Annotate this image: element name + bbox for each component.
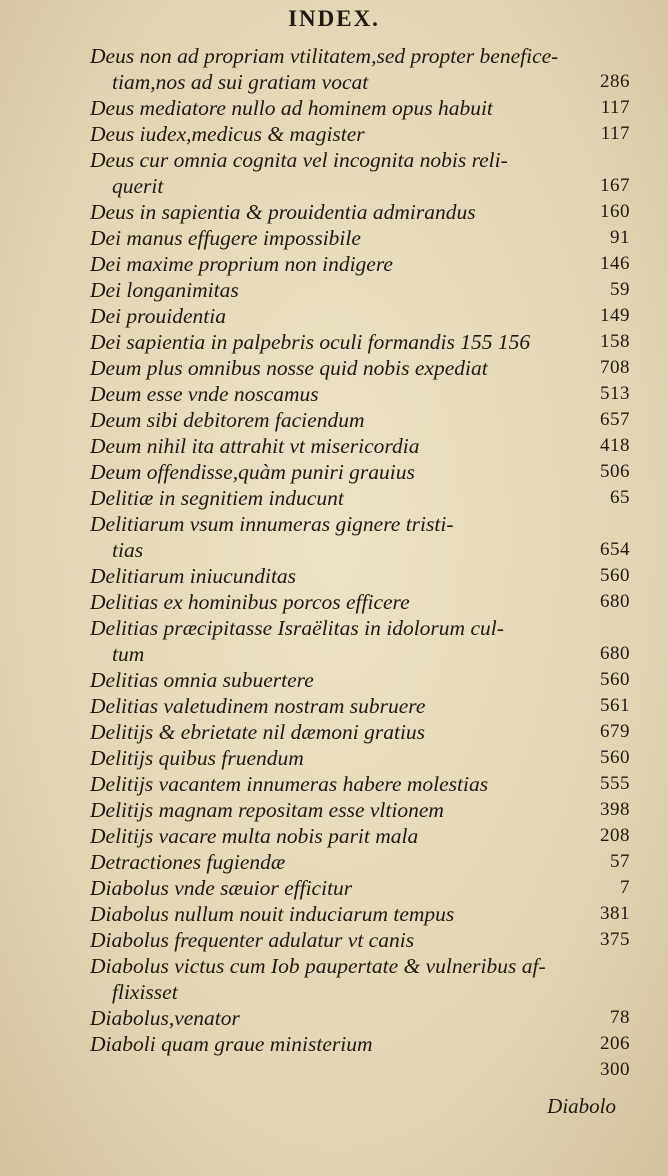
index-entry	[90, 355, 630, 381]
index-entry	[90, 485, 630, 511]
index-entry	[90, 875, 630, 901]
index-entry	[90, 433, 630, 459]
entry-continuation: tiam,nos ad sui gratiam vocat	[112, 70, 369, 94]
index-entry	[90, 667, 630, 693]
entry-text: Dei maxime proprium non indigere	[90, 252, 393, 276]
entry-page-number: 560	[600, 747, 630, 768]
entry-text: Diabolus nullum nouit induciarum tempus	[90, 902, 455, 926]
entry-page-number: 375	[600, 929, 630, 950]
entry-text: Delitijs magnam repositam esse vltionem	[90, 798, 444, 822]
entry-text: Deus in sapientia & prouidentia admirandus	[90, 200, 476, 224]
entry-continuation: tum	[112, 642, 145, 666]
index-entry	[90, 251, 630, 277]
entry-text: Delitias valetudinem nostram subruere	[90, 694, 426, 718]
entry-page-number: 286	[600, 71, 630, 92]
index-entry	[90, 823, 630, 849]
entry-text: Delitijs quibus fruendum	[90, 746, 304, 770]
entry-page-number: 680	[600, 591, 630, 612]
entry-text: Dei manus effugere impossibile	[90, 226, 361, 250]
index-entry	[90, 745, 630, 771]
entry-text: Deum sibi debitorem faciendum	[90, 408, 365, 432]
index-entry	[90, 927, 630, 953]
entry-text: Deus mediatore nullo ad hominem opus habuit	[90, 96, 493, 120]
index-entry	[90, 121, 630, 147]
entry-page-number: 206	[600, 1033, 630, 1054]
index-entry	[90, 303, 630, 329]
entry-page-number: 555	[600, 773, 630, 794]
entry-text: Deum nihil ita attrahit vt misericordia	[90, 434, 420, 458]
index-entry	[90, 1057, 630, 1083]
entry-text: Delitiæ in segnitiem inducunt	[90, 486, 344, 510]
entry-text: Dei longanimitas	[90, 278, 239, 302]
entry-page-number: 160	[600, 201, 630, 222]
entry-page-number: 418	[600, 435, 630, 456]
entry-text: Diabolus vnde sæuior efficitur	[90, 876, 353, 900]
entry-page-number: 513	[600, 383, 630, 404]
index-entry	[90, 199, 630, 225]
entry-text: Delitijs vacare multa nobis parit mala	[90, 824, 419, 848]
entry-page-number: 78	[610, 1007, 630, 1028]
entry-text: Deus non ad propriam vtilitatem,sed propter benefice-	[90, 44, 559, 68]
entry-page-number: 57	[610, 851, 630, 872]
entry-text	[90, 1057, 630, 1083]
index-entry	[90, 693, 630, 719]
entry-text: Diabolus,venator	[90, 1006, 240, 1030]
entry-text: Deum esse vnde noscamus	[90, 382, 319, 406]
index-entry	[90, 771, 630, 797]
entry-text: Diabolus frequenter adulatur vt canis	[90, 928, 415, 952]
entry-text: Deus iudex,medicus & magister	[90, 122, 365, 146]
entry-page-number: 657	[600, 409, 630, 430]
index-entry	[90, 797, 630, 823]
index-entry	[90, 277, 630, 303]
index-entry	[90, 589, 630, 615]
entry-text: Delitias præcipitasse Israëlitas in idolorum cul-	[90, 616, 504, 640]
entry-page-number: 158	[600, 331, 630, 352]
index-entry	[90, 563, 630, 589]
index-entry	[90, 407, 630, 433]
entry-page-number: 381	[600, 903, 630, 924]
entry-page-number: 59	[610, 279, 630, 300]
entry-page-number: 167	[600, 175, 630, 196]
index-entry	[90, 719, 630, 745]
entry-page-number: 65	[610, 487, 630, 508]
entry-text: Deus cur omnia cognita vel incognita nobis reli-	[90, 148, 508, 172]
entry-page-number: 117	[600, 123, 630, 144]
entry-page-number: 398	[600, 799, 630, 820]
entry-continuation: querit	[112, 174, 164, 198]
entry-text: Delitijs vacantem innumeras habere molestias	[90, 772, 489, 796]
entry-page-number: 300	[600, 1059, 630, 1080]
page-header: INDEX.	[288, 6, 380, 31]
entry-page-number: 117	[600, 97, 630, 118]
index-entry	[90, 953, 630, 1005]
entry-page-number: 560	[600, 669, 630, 690]
entry-text: Dei sapientia in palpebris oculi formandis 155 156	[90, 330, 531, 354]
entry-text: Diaboli quam graue ministerium	[90, 1032, 373, 1056]
entry-text: Dei prouidentia	[90, 304, 226, 328]
index-entry	[90, 849, 630, 875]
index-entry	[90, 329, 630, 355]
index-entry	[90, 1031, 630, 1057]
entry-text: Detractiones fugiendæ	[90, 850, 286, 874]
entry-text: Deum offendisse,quàm puniri grauius	[90, 460, 415, 484]
entry-page-number: 561	[600, 695, 630, 716]
index-entry	[90, 95, 630, 121]
catchword: Diabolo	[547, 1094, 616, 1118]
entry-text: Delitiarum iniucunditas	[90, 564, 297, 588]
entry-page-number: 680	[600, 643, 630, 664]
entry-text: Delitias ex hominibus porcos efficere	[90, 590, 410, 614]
entry-page-number: 146	[600, 253, 630, 274]
entry-text: Delitias omnia subuertere	[90, 668, 314, 692]
entry-page-number: 506	[600, 461, 630, 482]
index-entry	[90, 147, 630, 199]
entry-continuation: flixisset	[112, 980, 178, 1004]
entry-continuation: tias	[112, 538, 144, 562]
entry-text: Delitiarum vsum innumeras gignere tristi-	[90, 512, 454, 536]
index-entry	[90, 225, 630, 251]
index-list	[90, 43, 630, 1083]
entry-page-number: 708	[600, 357, 630, 378]
entry-page-number: 91	[610, 227, 630, 248]
entry-text: Delitijs & ebrietate nil dæmoni gratius	[90, 720, 426, 744]
entry-page-number: 679	[600, 721, 630, 742]
entry-page-number: 654	[600, 539, 630, 560]
entry-text: Diabolus victus cum Iob paupertate & vulneribus af-	[90, 954, 546, 978]
index-entry	[90, 1005, 630, 1031]
index-entry	[90, 511, 630, 563]
index-entry	[90, 459, 630, 485]
index-entry	[90, 43, 630, 95]
entry-page-number: 7	[620, 877, 630, 898]
index-entry	[90, 381, 630, 407]
entry-text: Deum plus omnibus nosse quid nobis expediat	[90, 356, 488, 380]
entry-page-number: 560	[600, 565, 630, 586]
entry-page-number: 208	[600, 825, 630, 846]
index-entry	[90, 615, 630, 667]
entry-page-number: 149	[600, 305, 630, 326]
index-entry	[90, 901, 630, 927]
